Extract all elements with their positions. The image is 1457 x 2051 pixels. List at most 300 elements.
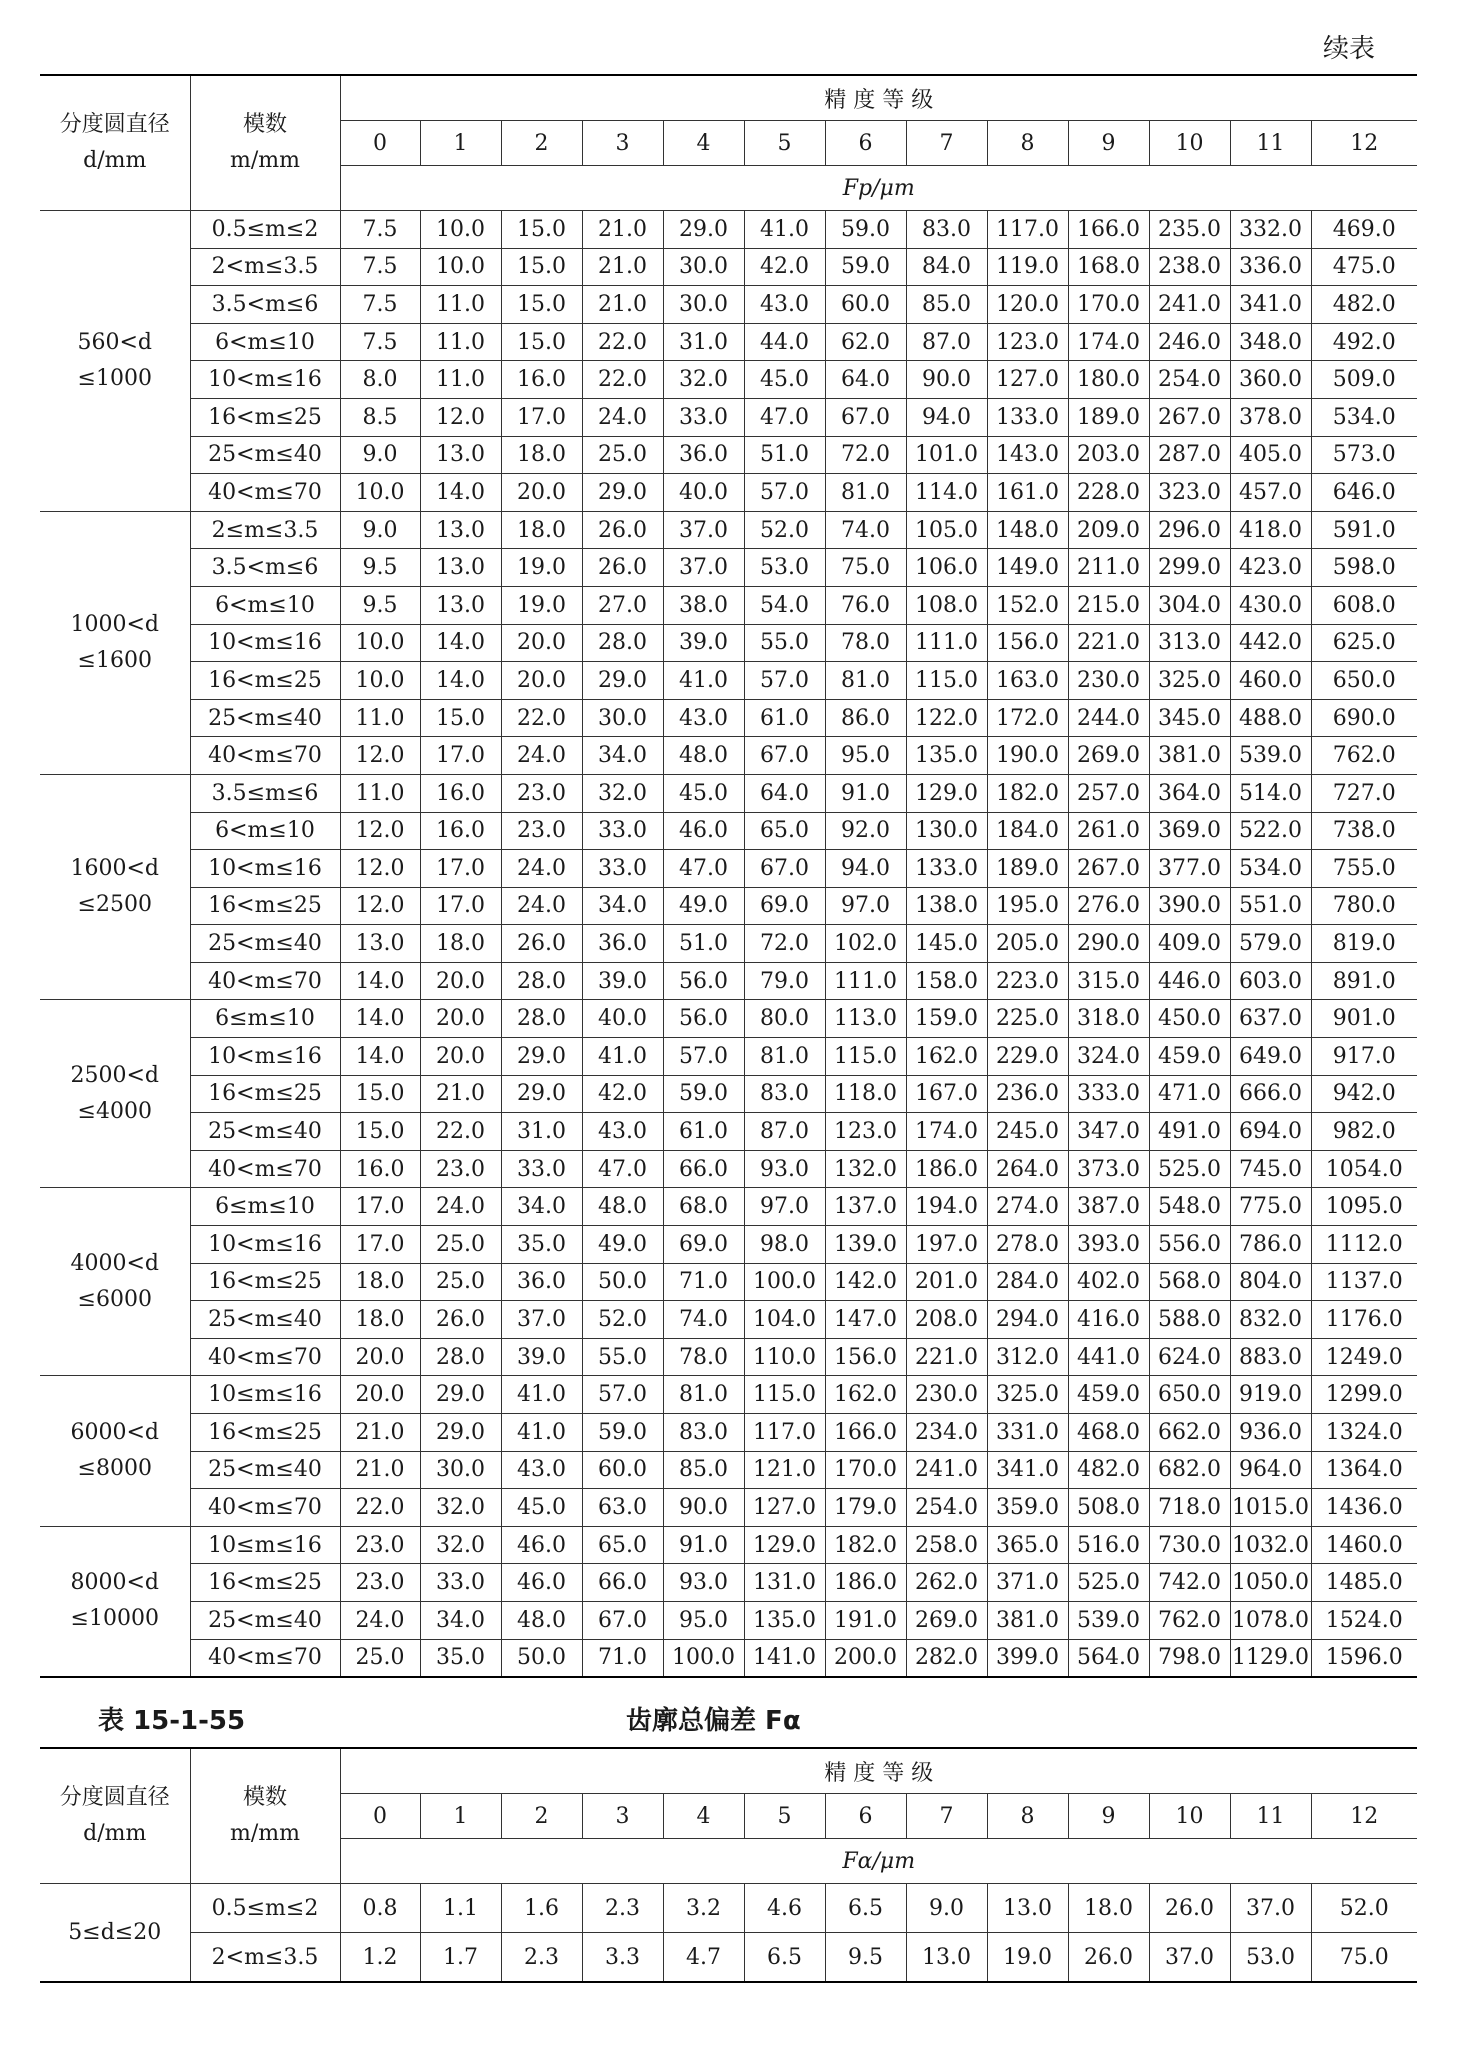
value-cell: 1054.0 bbox=[1311, 1150, 1417, 1188]
value-cell: 166.0 bbox=[825, 1414, 906, 1452]
value-cell: 21.0 bbox=[340, 1451, 420, 1489]
value-cell: 28.0 bbox=[582, 624, 663, 662]
grade-header-6: 6 bbox=[825, 1794, 906, 1839]
value-cell: 381.0 bbox=[1149, 737, 1230, 775]
value-cell: 591.0 bbox=[1311, 511, 1417, 549]
value-cell: 29.0 bbox=[582, 662, 663, 700]
module-header bbox=[190, 75, 340, 211]
table-row bbox=[40, 1150, 1417, 1188]
value-cell: 762.0 bbox=[1149, 1601, 1230, 1639]
value-cell: 184.0 bbox=[987, 812, 1068, 850]
table-row bbox=[40, 925, 1417, 963]
value-cell: 745.0 bbox=[1230, 1150, 1311, 1188]
diameter-range-lower: 1600<d bbox=[70, 856, 159, 882]
module-range-cell: 16<m≤25 bbox=[190, 887, 340, 925]
value-cell: 341.0 bbox=[1230, 286, 1311, 324]
value-cell: 131.0 bbox=[744, 1564, 825, 1602]
module-range-cell: 2≤m≤3.5 bbox=[190, 511, 340, 549]
value-cell: 190.0 bbox=[987, 737, 1068, 775]
value-cell: 85.0 bbox=[906, 286, 987, 324]
value-cell: 348.0 bbox=[1230, 323, 1311, 361]
value-cell: 666.0 bbox=[1230, 1075, 1311, 1113]
value-cell: 304.0 bbox=[1149, 586, 1230, 624]
value-cell: 359.0 bbox=[987, 1489, 1068, 1527]
value-cell: 49.0 bbox=[582, 1226, 663, 1264]
value-cell: 18.0 bbox=[420, 925, 501, 963]
value-cell: 39.0 bbox=[501, 1338, 582, 1376]
value-cell: 1324.0 bbox=[1311, 1414, 1417, 1452]
value-cell: 205.0 bbox=[987, 925, 1068, 963]
value-cell: 278.0 bbox=[987, 1226, 1068, 1264]
value-cell: 267.0 bbox=[1068, 850, 1149, 888]
table-row bbox=[40, 1113, 1417, 1151]
value-cell: 442.0 bbox=[1230, 624, 1311, 662]
value-cell: 235.0 bbox=[1149, 211, 1230, 249]
module-range-cell: 10<m≤16 bbox=[190, 850, 340, 888]
value-cell: 1460.0 bbox=[1311, 1526, 1417, 1564]
diameter-header-unit: d/mm bbox=[83, 1821, 147, 1846]
value-cell: 119.0 bbox=[987, 248, 1068, 286]
value-cell: 525.0 bbox=[1068, 1564, 1149, 1602]
table-row bbox=[40, 774, 1417, 812]
value-cell: 662.0 bbox=[1149, 1414, 1230, 1452]
grade-header-10: 10 bbox=[1149, 121, 1230, 166]
value-cell: 93.0 bbox=[663, 1564, 744, 1602]
value-cell: 170.0 bbox=[1068, 286, 1149, 324]
value-cell: 138.0 bbox=[906, 887, 987, 925]
value-cell: 106.0 bbox=[906, 549, 987, 587]
value-cell: 30.0 bbox=[582, 699, 663, 737]
grade-header-3: 3 bbox=[582, 121, 663, 166]
table-row bbox=[40, 1376, 1417, 1414]
value-cell: 399.0 bbox=[987, 1639, 1068, 1677]
value-cell: 115.0 bbox=[906, 662, 987, 700]
module-range-cell: 40<m≤70 bbox=[190, 1489, 340, 1527]
value-cell: 8.0 bbox=[340, 361, 420, 399]
value-cell: 225.0 bbox=[987, 1000, 1068, 1038]
value-cell: 284.0 bbox=[987, 1263, 1068, 1301]
value-cell: 409.0 bbox=[1149, 925, 1230, 963]
value-cell: 516.0 bbox=[1068, 1526, 1149, 1564]
module-range-cell: 25<m≤40 bbox=[190, 1113, 340, 1151]
value-cell: 81.0 bbox=[663, 1376, 744, 1414]
value-cell: 33.0 bbox=[582, 812, 663, 850]
module-range-cell: 25<m≤40 bbox=[190, 699, 340, 737]
grade-header-8: 8 bbox=[987, 121, 1068, 166]
value-cell: 111.0 bbox=[906, 624, 987, 662]
value-cell: 345.0 bbox=[1149, 699, 1230, 737]
table-row bbox=[40, 211, 1417, 249]
value-cell: 573.0 bbox=[1311, 436, 1417, 474]
table-row bbox=[40, 1226, 1417, 1264]
value-cell: 40.0 bbox=[663, 474, 744, 512]
value-cell: 20.0 bbox=[340, 1376, 420, 1414]
value-cell: 54.0 bbox=[744, 586, 825, 624]
value-cell: 142.0 bbox=[825, 1263, 906, 1301]
value-cell: 223.0 bbox=[987, 962, 1068, 1000]
value-cell: 819.0 bbox=[1311, 925, 1417, 963]
value-cell: 229.0 bbox=[987, 1038, 1068, 1076]
value-cell: 195.0 bbox=[987, 887, 1068, 925]
value-cell: 166.0 bbox=[1068, 211, 1149, 249]
value-cell: 86.0 bbox=[825, 699, 906, 737]
value-cell: 100.0 bbox=[744, 1263, 825, 1301]
value-cell: 158.0 bbox=[906, 962, 987, 1000]
module-range-cell: 16<m≤25 bbox=[190, 662, 340, 700]
module-range-cell: 40<m≤70 bbox=[190, 1150, 340, 1188]
value-cell: 180.0 bbox=[1068, 361, 1149, 399]
value-cell: 48.0 bbox=[501, 1601, 582, 1639]
value-cell: 41.0 bbox=[501, 1376, 582, 1414]
value-cell: 127.0 bbox=[744, 1489, 825, 1527]
value-cell: 41.0 bbox=[663, 662, 744, 700]
value-cell: 168.0 bbox=[1068, 248, 1149, 286]
value-cell: 22.0 bbox=[582, 323, 663, 361]
value-cell: 83.0 bbox=[744, 1075, 825, 1113]
value-cell: 1524.0 bbox=[1311, 1601, 1417, 1639]
value-cell: 525.0 bbox=[1149, 1150, 1230, 1188]
value-cell: 115.0 bbox=[825, 1038, 906, 1076]
value-cell: 85.0 bbox=[663, 1451, 744, 1489]
value-cell: 1095.0 bbox=[1311, 1188, 1417, 1226]
table-row bbox=[40, 1075, 1417, 1113]
value-cell: 17.0 bbox=[420, 887, 501, 925]
module-range-cell: 16<m≤25 bbox=[190, 1075, 340, 1113]
value-cell: 94.0 bbox=[825, 850, 906, 888]
value-cell: 1078.0 bbox=[1230, 1601, 1311, 1639]
value-cell: 37.0 bbox=[501, 1301, 582, 1339]
value-cell: 60.0 bbox=[825, 286, 906, 324]
module-range-cell: 10<m≤16 bbox=[190, 361, 340, 399]
value-cell: 377.0 bbox=[1149, 850, 1230, 888]
value-cell: 34.0 bbox=[501, 1188, 582, 1226]
value-cell: 17.0 bbox=[340, 1188, 420, 1226]
table-title: 齿廓总偏差 Fα bbox=[626, 1706, 801, 1736]
grade-header-4: 4 bbox=[663, 1794, 744, 1839]
value-cell: 267.0 bbox=[1149, 398, 1230, 436]
value-cell: 2.3 bbox=[582, 1884, 663, 1933]
value-cell: 19.0 bbox=[501, 549, 582, 587]
value-cell: 81.0 bbox=[825, 474, 906, 512]
value-cell: 17.0 bbox=[420, 737, 501, 775]
value-cell: 26.0 bbox=[501, 925, 582, 963]
value-cell: 37.0 bbox=[1230, 1884, 1311, 1933]
value-cell: 197.0 bbox=[906, 1226, 987, 1264]
value-cell: 786.0 bbox=[1230, 1226, 1311, 1264]
value-cell: 650.0 bbox=[1149, 1376, 1230, 1414]
value-cell: 33.0 bbox=[420, 1564, 501, 1602]
value-cell: 47.0 bbox=[582, 1150, 663, 1188]
value-cell: 360.0 bbox=[1230, 361, 1311, 399]
value-cell: 13.0 bbox=[420, 511, 501, 549]
value-cell: 10.0 bbox=[420, 248, 501, 286]
value-cell: 4.7 bbox=[663, 1933, 744, 1983]
table-row bbox=[40, 699, 1417, 737]
value-cell: 3.3 bbox=[582, 1933, 663, 1983]
profile-total-deviation-table bbox=[40, 1747, 1417, 1983]
value-cell: 315.0 bbox=[1068, 962, 1149, 1000]
module-range-cell: 40<m≤70 bbox=[190, 1338, 340, 1376]
value-cell: 11.0 bbox=[420, 286, 501, 324]
value-cell: 804.0 bbox=[1230, 1263, 1311, 1301]
value-cell: 200.0 bbox=[825, 1639, 906, 1677]
value-cell: 230.0 bbox=[1068, 662, 1149, 700]
value-cell: 71.0 bbox=[582, 1639, 663, 1677]
value-cell: 69.0 bbox=[663, 1226, 744, 1264]
module-range-cell: 25<m≤40 bbox=[190, 1601, 340, 1639]
module-range-cell: 3.5<m≤6 bbox=[190, 286, 340, 324]
value-cell: 46.0 bbox=[501, 1564, 582, 1602]
module-range-cell: 10<m≤16 bbox=[190, 1226, 340, 1264]
diameter-range-upper: ≤6000 bbox=[77, 1286, 152, 1312]
value-cell: 41.0 bbox=[582, 1038, 663, 1076]
total-pitch-deviation-table bbox=[40, 74, 1417, 1678]
value-cell: 97.0 bbox=[825, 887, 906, 925]
value-cell: 59.0 bbox=[582, 1414, 663, 1452]
diameter-range-upper: ≤2500 bbox=[77, 892, 152, 918]
value-cell: 221.0 bbox=[1068, 624, 1149, 662]
module-range-cell: 2<m≤3.5 bbox=[190, 1933, 340, 1983]
value-cell: 238.0 bbox=[1149, 248, 1230, 286]
value-cell: 508.0 bbox=[1068, 1489, 1149, 1527]
value-cell: 13.0 bbox=[340, 925, 420, 963]
table-row bbox=[40, 850, 1417, 888]
value-cell: 1176.0 bbox=[1311, 1301, 1417, 1339]
value-cell: 67.0 bbox=[744, 850, 825, 888]
value-cell: 548.0 bbox=[1149, 1188, 1230, 1226]
module-range-cell: 6<m≤10 bbox=[190, 812, 340, 850]
value-cell: 254.0 bbox=[906, 1489, 987, 1527]
value-cell: 32.0 bbox=[663, 361, 744, 399]
value-cell: 446.0 bbox=[1149, 962, 1230, 1000]
value-cell: 24.0 bbox=[420, 1188, 501, 1226]
precision-grade-header: 精 度 等 级 bbox=[340, 1748, 1417, 1794]
value-cell: 29.0 bbox=[420, 1414, 501, 1452]
value-cell: 7.5 bbox=[340, 286, 420, 324]
value-cell: 84.0 bbox=[906, 248, 987, 286]
value-unit-header: Fp/μm bbox=[340, 166, 1417, 211]
value-cell: 568.0 bbox=[1149, 1263, 1230, 1301]
value-cell: 208.0 bbox=[906, 1301, 987, 1339]
table-number: 表 15-1-55 bbox=[98, 1706, 246, 1736]
value-cell: 15.0 bbox=[501, 248, 582, 286]
value-cell: 43.0 bbox=[663, 699, 744, 737]
diameter-range-cell bbox=[40, 1188, 190, 1376]
value-cell: 22.0 bbox=[582, 361, 663, 399]
value-cell: 755.0 bbox=[1311, 850, 1417, 888]
value-cell: 133.0 bbox=[987, 398, 1068, 436]
value-cell: 4.6 bbox=[744, 1884, 825, 1933]
value-cell: 942.0 bbox=[1311, 1075, 1417, 1113]
grade-header-8: 8 bbox=[987, 1794, 1068, 1839]
value-cell: 47.0 bbox=[663, 850, 744, 888]
diameter-range-upper: ≤10000 bbox=[70, 1606, 159, 1632]
value-cell: 105.0 bbox=[906, 511, 987, 549]
value-cell: 94.0 bbox=[906, 398, 987, 436]
value-cell: 228.0 bbox=[1068, 474, 1149, 512]
value-cell: 20.0 bbox=[501, 624, 582, 662]
value-cell: 174.0 bbox=[1068, 323, 1149, 361]
value-cell: 14.0 bbox=[340, 962, 420, 1000]
value-cell: 127.0 bbox=[987, 361, 1068, 399]
value-cell: 170.0 bbox=[825, 1451, 906, 1489]
value-cell: 46.0 bbox=[663, 812, 744, 850]
table-row bbox=[40, 1601, 1417, 1639]
value-cell: 18.0 bbox=[501, 511, 582, 549]
value-cell: 23.0 bbox=[420, 1150, 501, 1188]
value-cell: 381.0 bbox=[987, 1601, 1068, 1639]
value-cell: 28.0 bbox=[501, 1000, 582, 1038]
value-cell: 26.0 bbox=[582, 511, 663, 549]
value-cell: 215.0 bbox=[1068, 586, 1149, 624]
value-cell: 22.0 bbox=[501, 699, 582, 737]
diameter-header bbox=[40, 75, 190, 211]
value-cell: 191.0 bbox=[825, 1601, 906, 1639]
value-cell: 59.0 bbox=[825, 211, 906, 249]
module-range-cell: 6≤m≤10 bbox=[190, 1000, 340, 1038]
value-cell: 460.0 bbox=[1230, 662, 1311, 700]
diameter-header bbox=[40, 1748, 190, 1884]
value-cell: 15.0 bbox=[340, 1113, 420, 1151]
value-cell: 156.0 bbox=[825, 1338, 906, 1376]
value-cell: 130.0 bbox=[906, 812, 987, 850]
table-row bbox=[40, 474, 1417, 512]
value-cell: 172.0 bbox=[987, 699, 1068, 737]
value-cell: 21.0 bbox=[582, 211, 663, 249]
value-cell: 117.0 bbox=[987, 211, 1068, 249]
value-cell: 123.0 bbox=[987, 323, 1068, 361]
table-row bbox=[40, 1526, 1417, 1564]
table-row bbox=[40, 361, 1417, 399]
module-header-label: 模数 bbox=[242, 112, 287, 137]
table-row bbox=[40, 812, 1417, 850]
value-cell: 72.0 bbox=[825, 436, 906, 474]
diameter-range-lower: 1000<d bbox=[70, 611, 159, 637]
value-cell: 11.0 bbox=[340, 699, 420, 737]
value-cell: 29.0 bbox=[420, 1376, 501, 1414]
value-cell: 7.5 bbox=[340, 323, 420, 361]
value-cell: 114.0 bbox=[906, 474, 987, 512]
diameter-range-upper: ≤1600 bbox=[77, 647, 152, 673]
value-cell: 35.0 bbox=[420, 1639, 501, 1677]
table-row bbox=[40, 1188, 1417, 1226]
table-row bbox=[40, 549, 1417, 587]
value-cell: 608.0 bbox=[1311, 586, 1417, 624]
grade-header-12: 12 bbox=[1311, 1794, 1417, 1839]
value-cell: 36.0 bbox=[582, 925, 663, 963]
table-row bbox=[40, 887, 1417, 925]
diameter-range-lower: 6000<d bbox=[70, 1420, 159, 1446]
value-cell: 81.0 bbox=[744, 1038, 825, 1076]
value-cell: 42.0 bbox=[744, 248, 825, 286]
value-cell: 14.0 bbox=[340, 1000, 420, 1038]
value-cell: 30.0 bbox=[420, 1451, 501, 1489]
value-cell: 387.0 bbox=[1068, 1188, 1149, 1226]
value-cell: 333.0 bbox=[1068, 1075, 1149, 1113]
value-cell: 405.0 bbox=[1230, 436, 1311, 474]
value-cell: 87.0 bbox=[906, 323, 987, 361]
value-cell: 66.0 bbox=[663, 1150, 744, 1188]
module-range-cell: 2<m≤3.5 bbox=[190, 248, 340, 286]
module-range-cell: 25<m≤40 bbox=[190, 925, 340, 963]
module-range-cell: 25<m≤40 bbox=[190, 1451, 340, 1489]
value-cell: 365.0 bbox=[987, 1526, 1068, 1564]
value-cell: 20.0 bbox=[420, 1000, 501, 1038]
value-cell: 6.5 bbox=[825, 1884, 906, 1933]
module-header-unit: m/mm bbox=[230, 148, 300, 173]
value-cell: 14.0 bbox=[420, 624, 501, 662]
value-cell: 775.0 bbox=[1230, 1188, 1311, 1226]
value-cell: 1015.0 bbox=[1230, 1489, 1311, 1527]
value-cell: 11.0 bbox=[420, 361, 501, 399]
value-cell: 20.0 bbox=[420, 1038, 501, 1076]
value-cell: 55.0 bbox=[744, 624, 825, 662]
value-cell: 75.0 bbox=[825, 549, 906, 587]
value-cell: 261.0 bbox=[1068, 812, 1149, 850]
value-cell: 7.5 bbox=[340, 248, 420, 286]
value-cell: 649.0 bbox=[1230, 1038, 1311, 1076]
value-cell: 982.0 bbox=[1311, 1113, 1417, 1151]
value-cell: 598.0 bbox=[1311, 549, 1417, 587]
value-cell: 20.0 bbox=[340, 1338, 420, 1376]
value-cell: 33.0 bbox=[663, 398, 744, 436]
value-cell: 18.0 bbox=[340, 1301, 420, 1339]
value-cell: 24.0 bbox=[340, 1601, 420, 1639]
value-cell: 149.0 bbox=[987, 549, 1068, 587]
value-cell: 121.0 bbox=[744, 1451, 825, 1489]
value-cell: 57.0 bbox=[744, 662, 825, 700]
value-cell: 22.0 bbox=[420, 1113, 501, 1151]
module-range-cell: 25<m≤40 bbox=[190, 1301, 340, 1339]
value-cell: 91.0 bbox=[663, 1526, 744, 1564]
value-cell: 53.0 bbox=[744, 549, 825, 587]
value-cell: 459.0 bbox=[1068, 1376, 1149, 1414]
value-cell: 13.0 bbox=[420, 436, 501, 474]
table-row bbox=[40, 248, 1417, 286]
value-cell: 43.0 bbox=[744, 286, 825, 324]
value-cell: 371.0 bbox=[987, 1564, 1068, 1602]
value-cell: 194.0 bbox=[906, 1188, 987, 1226]
value-cell: 287.0 bbox=[1149, 436, 1230, 474]
value-cell: 318.0 bbox=[1068, 1000, 1149, 1038]
value-cell: 257.0 bbox=[1068, 774, 1149, 812]
value-cell: 509.0 bbox=[1311, 361, 1417, 399]
value-cell: 9.0 bbox=[906, 1884, 987, 1933]
value-cell: 72.0 bbox=[744, 925, 825, 963]
module-range-cell: 6<m≤10 bbox=[190, 586, 340, 624]
value-cell: 556.0 bbox=[1149, 1226, 1230, 1264]
value-cell: 141.0 bbox=[744, 1639, 825, 1677]
table-row bbox=[40, 1338, 1417, 1376]
diameter-range-cell bbox=[40, 1526, 190, 1677]
value-cell: 95.0 bbox=[825, 737, 906, 775]
value-cell: 539.0 bbox=[1230, 737, 1311, 775]
value-cell: 482.0 bbox=[1068, 1451, 1149, 1489]
value-cell: 186.0 bbox=[906, 1150, 987, 1188]
value-cell: 14.0 bbox=[340, 1038, 420, 1076]
value-cell: 64.0 bbox=[744, 774, 825, 812]
value-cell: 21.0 bbox=[340, 1414, 420, 1452]
value-cell: 12.0 bbox=[340, 887, 420, 925]
value-cell: 332.0 bbox=[1230, 211, 1311, 249]
diameter-range-upper: ≤4000 bbox=[77, 1098, 152, 1124]
value-cell: 143.0 bbox=[987, 436, 1068, 474]
grade-header-0: 0 bbox=[340, 121, 420, 166]
value-cell: 65.0 bbox=[744, 812, 825, 850]
value-cell: 919.0 bbox=[1230, 1376, 1311, 1414]
value-cell: 75.0 bbox=[1311, 1933, 1417, 1983]
diameter-range-upper: ≤1000 bbox=[77, 365, 152, 391]
